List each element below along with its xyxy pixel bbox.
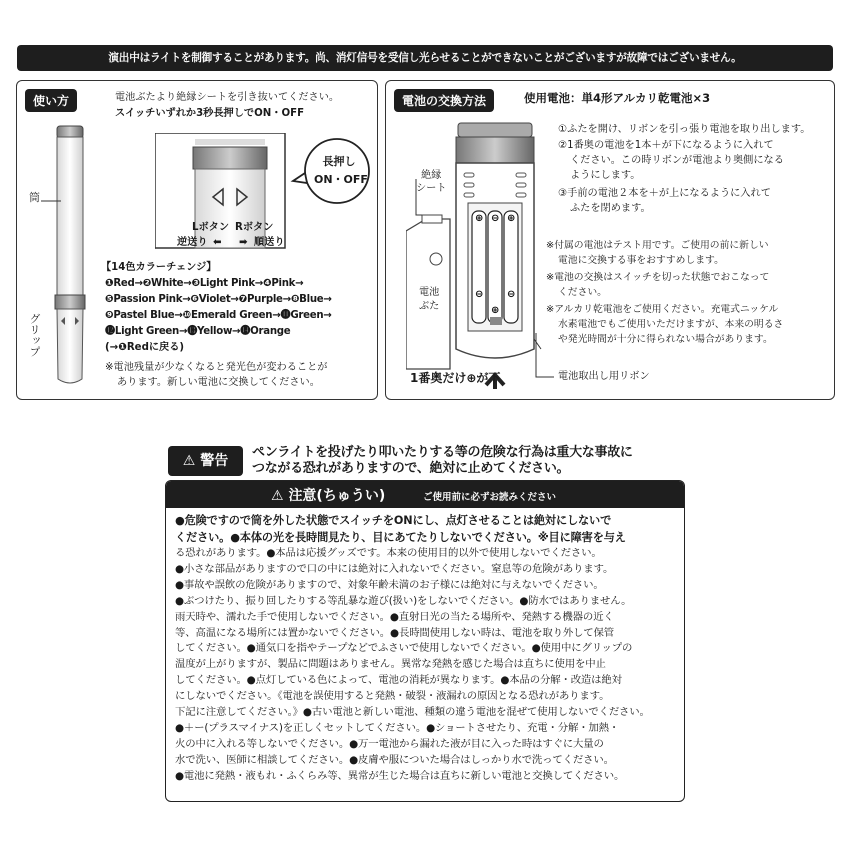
svg-text:⊕: ⊕ [491,305,500,316]
battery-note-3-line-3: や発光時間が十分に得られない場合があります。 [558,334,773,345]
caution-line: ●小さな部品がありますので口の中には絶対に入れないでください。窒息等の危険があります。 [175,562,614,575]
svg-text:⊖: ⊖ [475,289,484,300]
caution-body [166,508,684,785]
battery-note-3-line-2: 水素電池でもご使用いただけますが、本来の明るさ [558,319,784,330]
caution-triangle-icon: ⚠ [271,488,284,504]
caution-line: ●ぶつけたり、振り回したりする等乱暴な遊び(扱い)をしないでください。●防水ではありません。 [175,594,632,607]
caution-line: ●＋ー(プラスマイナス)を正しくセットしてください。●ショートさせたり、充電・分解・加熱・ [175,721,620,734]
insulation-sheet-label-2: シート [416,183,447,194]
color-change-title: 【14色カラーチェンジ】 [101,262,217,273]
usage-note-1: ※電池残量が少なくなると発光色が変わることが [105,362,328,373]
grip-label: グリップ [28,313,41,357]
caution-line: にしないでください。《電池を誤使用すると発熱・破裂・液漏れの原因となる恐れがあります。 [175,690,610,703]
usage-title: 使い方 [25,89,77,112]
caution-title-text: 注意(ちゅうい) [288,488,386,504]
battery-step-3-line-2: ふたを閉めます。 [570,203,651,214]
usage-panel [16,80,378,400]
battery-panel [385,80,835,400]
back-label: 逆送り [177,237,208,248]
svg-text:⊖: ⊖ [507,289,516,300]
svg-text:⊕: ⊕ [475,213,484,224]
caution-line: ●電池に発熱・液もれ・ふくらみ等、異常が生じた場合は直ちに新しい電池と交換してください。 [175,769,625,782]
warning-label-box [168,446,243,476]
tube-leader-line [41,199,61,203]
battery-note-1-line-1: ※付属の電池はテスト用です。ご使用の前に新しい [546,240,769,251]
insulation-sheet-label-1: 絶縁 [421,170,442,181]
caution-line: 水で洗い、医師に相談してください。●皮膚や服についた場合はしっかり水で洗ってください。 [175,753,614,766]
battery-note-2-line-2: ください。 [558,287,607,298]
warning-text [252,445,633,477]
battery-note-1-line-2: 電池に交換する事をおすすめします。 [558,255,724,266]
caution-subtitle: ご使用前に必ずお読みください [423,492,557,503]
caution-line: 等、高温になる場所には置かないでください。●長時間使用しない時は、電池を取り外して保管 [175,626,615,639]
color-list-line-5: (→❶Redに戻る) [105,342,185,353]
caution-line: る恐れがあります。●本品は応援グッズです。本来の使用目的以外で使用しないでください。 [175,547,602,559]
battery-note-2-line-1: ※電池の交換はスイッチを切った状態でおこなって [546,272,770,283]
back-arrow-icon: ⬅ [213,237,222,248]
battery-step-2-line-1: ②1番奥の電池を1本＋が下になるように入れて [558,140,774,151]
caution-line: 下記に注意してください。》●古い電池と新しい電池、種類の違う電池を混ぜて使用しないでください。 [175,706,650,719]
caution-line: ください。●本体の光を長時間見たり、目にあてたりしないでください。※目に障害を与え [175,530,626,544]
battery-cover-label-2: ぶた [419,301,440,312]
ribbon-label: 電池取出し用リボン [558,371,650,382]
usage-instruction-2: スイッチいずれか3秒長押しでON・OFF [115,108,305,119]
battery-cover-label-1: 電池 [419,287,440,298]
top-notice-banner: 演出中はライトを制御することがあります。尚、消灯信号を受信し光らせることができないことがございますが故障ではございません。 [17,45,833,71]
l-button-label: Lボタン [192,222,230,233]
usage-instruction-1: 電池ぶたより絶縁シートを引き抜いてください。 [115,92,340,103]
caution-box [165,480,685,802]
caution-line: 雨天時や、濡れた手で使用しないでください。●直射日光の当たる場所や、発熱する機器の近く [175,610,614,623]
usage-note-2: あります。新しい電池に交換してください。 [117,377,320,388]
tube-label: 筒 [29,191,40,204]
battery-bottom-label: 1番奥だけ⊕が下 [410,371,501,385]
color-list-line-4: ⓬Light Green→⓭Yellow→⓮Orange [105,326,291,337]
caution-line: してください。●通気口を指やテープなどでふさいで使用しないでください。●使用中にグリップの [175,642,633,655]
battery-title: 電池の交換方法 [394,89,494,112]
forward-label: 順送り [254,237,285,248]
battery-type: 使用電池：単4形アルカリ乾電池×3 [524,91,711,105]
caution-header [166,481,684,508]
battery-step-1: ①ふたを開け、リボンを引っ張り電池を取り出します。 [558,124,811,135]
battery-step-3-line-1: ③手前の電池２本を＋が上になるように入れて [558,188,771,199]
warning-line-1: ペンライトを投げたり叩いたりする等の危険な行為は重大な事故に [252,445,633,460]
color-list-line-1: ❶Red→❷White→❸Light Pink→❹Pink→ [105,278,304,289]
color-list-line-3: ❾Pastel Blue→❿Emerald Green→⓫Green→ [105,310,332,321]
caution-line: 火の中に入れる等しないでください。●万一電池から漏れた液が目に入った時はすぐに大量の [175,737,604,750]
battery-note-3-line-1: ※アルカリ乾電池をご使用ください。充電式ニッケル [546,304,779,315]
color-list-line-2: ❺Passion Pink→❻Violet→❼Purple→❽Blue→ [105,294,332,305]
long-press-label-1: 長押し [322,155,356,168]
r-button-label: Rボタン [235,222,274,233]
caution-line: ●事故や誤飲の危険がありますので、対象年齢未満のお子様には絶対に与えないでください。 [175,578,604,591]
caution-title [271,485,385,505]
battery-step-2-line-2: ください。この時リボンが電池より奥側になる [570,155,784,166]
caution-line: ●危険ですので筒を外した状態でスイッチをONにし、点灯させることは絶対にしないで [175,514,612,527]
warning-triangle-icon: ⚠ [182,453,196,469]
caution-line: 温度が上がりますが、製品に問題はありません。異常な発熱を感じた場合は直ちに使用を中止 [175,658,606,671]
battery-step-2-line-3: ようにします。 [570,170,641,181]
ribbon-leader-line [534,333,556,383]
warning-label: 警告 [200,453,229,469]
penlight-icon [45,121,95,391]
svg-text:⊕: ⊕ [507,213,516,224]
long-press-label-2: ON・OFF [314,173,368,186]
svg-text:⊖: ⊖ [491,213,500,224]
warning-line-2: つながる恐れがありますので、絶対に止めてください。 [252,461,570,476]
forward-arrow-icon: ➡ [239,237,248,248]
caution-line: してください。●点灯している色によって、電池の消耗が異なります。●本品の分解・改造は絶対 [175,674,622,687]
